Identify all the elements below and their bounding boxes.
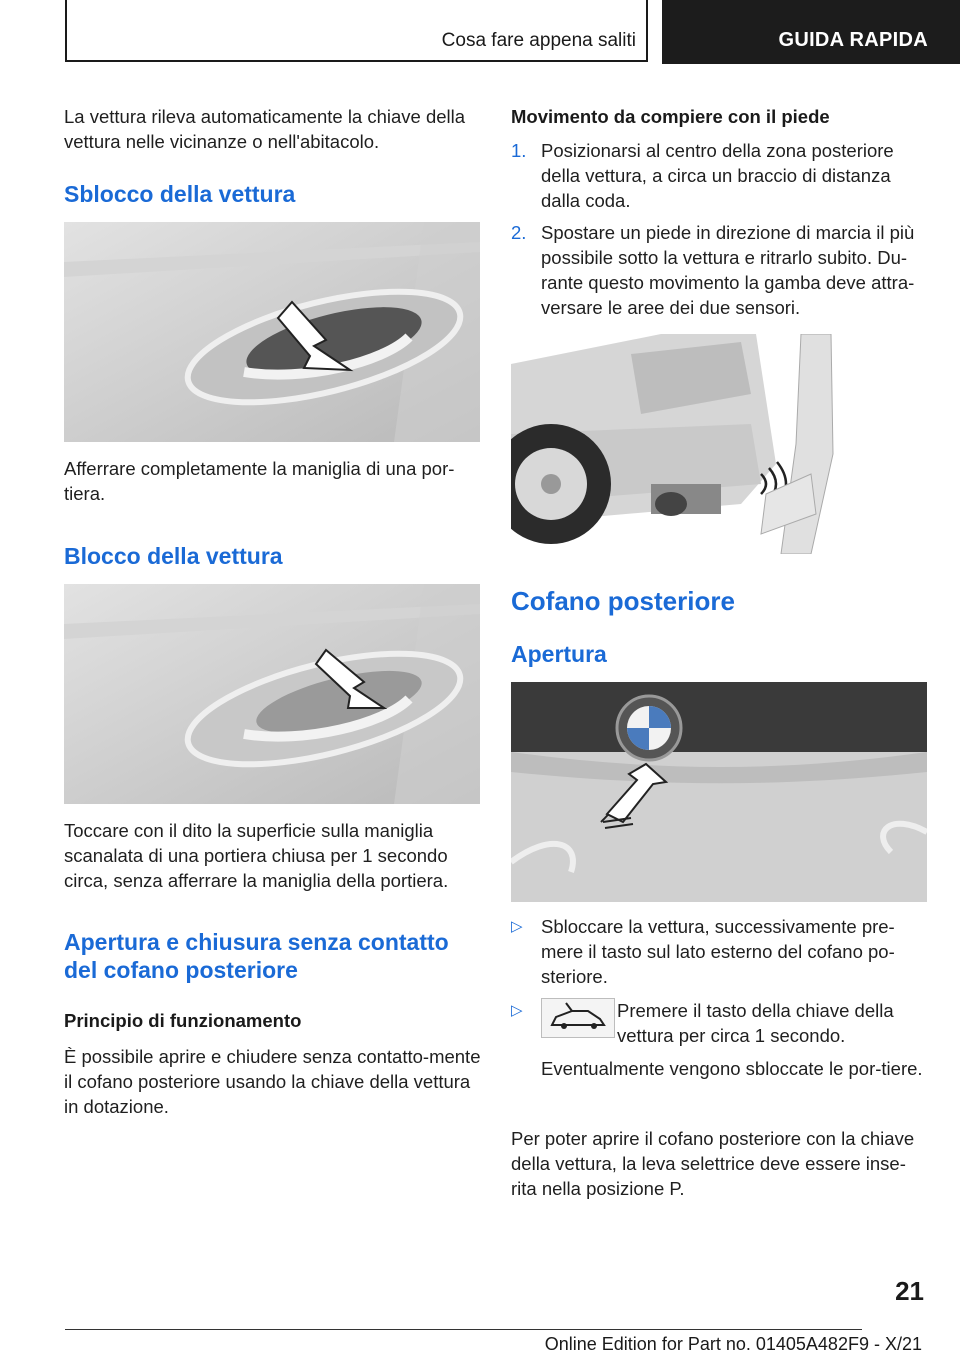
header-section-title: Cosa fare appena saliti	[441, 30, 636, 51]
step-number: 1.	[511, 140, 527, 161]
tailgate-button-illustration	[511, 682, 927, 902]
header-chapter-title: GUIDA RAPIDA	[778, 29, 928, 51]
bullet-text: Sbloccare la vettura, successivamente pre-mere il tasto sul lato esterno del cofano po-steriore.	[541, 916, 895, 987]
bullet-text: Premere il tasto della chiave della vettura per circa 1 secondo.	[617, 1000, 894, 1046]
lock-heading: Blocco della vettura	[64, 543, 283, 569]
bullet-marker-icon: ▷	[511, 1002, 523, 1019]
bullet-item	[511, 998, 929, 1108]
step-text: Posizionarsi al centro della zona posteriore della vettura, a circa un braccio di distanza dalla coda.	[541, 140, 894, 211]
lock-door-handle-illustration	[64, 584, 480, 804]
car-key-tailgate-icon	[541, 998, 615, 1038]
foot-sensor-illustration	[511, 334, 846, 554]
tailgate-heading: Cofano posteriore	[511, 586, 735, 616]
principle-text: È possibile aprire e chiudere senza contatto-mente il cofano posteriore usando la chiave della vettura in dotazione.	[64, 1046, 481, 1117]
step-text: Spostare un piede in direzione di marcia il più possibile sotto la vettura e ritrarlo subito. Du-rante questo movimento la gamba deve attra-versare le aree dei due sensori.	[541, 222, 915, 318]
unlock-door-handle-illustration	[64, 222, 480, 442]
unlock-heading: Sblocco della vettura	[64, 181, 296, 207]
handsfree-heading: Apertura e chiusura senza contatto del cofano posteriore	[64, 929, 449, 983]
bullet-marker-icon: ▷	[511, 918, 523, 935]
principle-heading: Principio di funzionamento	[64, 1010, 302, 1031]
bullet-note: Eventualmente vengono sbloccate le por-tiere.	[541, 1058, 923, 1079]
step-number: 2.	[511, 222, 527, 243]
footer-divider	[65, 1329, 862, 1330]
movement-heading: Movimento da compiere con il piede	[511, 106, 830, 127]
page-number: 21	[895, 1276, 924, 1306]
header-chapter-tab	[662, 0, 960, 64]
closing-text: Per poter aprire il cofano posteriore con la chiave della vettura, la leva selettrice deve essere inse-rita nella posizione P.	[511, 1128, 915, 1199]
intro-text: La vettura rileva automaticamente la chiave della vettura nelle vicinanze o nell'abitacolo.	[64, 106, 466, 152]
footer-edition: Online Edition for Part no. 01405A482F9 - X/21	[544, 1334, 922, 1354]
unlock-caption: Afferrare completamente la maniglia di una por-tiera.	[64, 458, 455, 504]
header-section-box	[65, 0, 648, 62]
lock-caption: Toccare con il dito la superficie sulla maniglia scanalata di una portiera chiusa per 1 secondo circa, senza afferrare la maniglia della portiera.	[64, 820, 449, 891]
opening-heading: Apertura	[511, 641, 607, 667]
